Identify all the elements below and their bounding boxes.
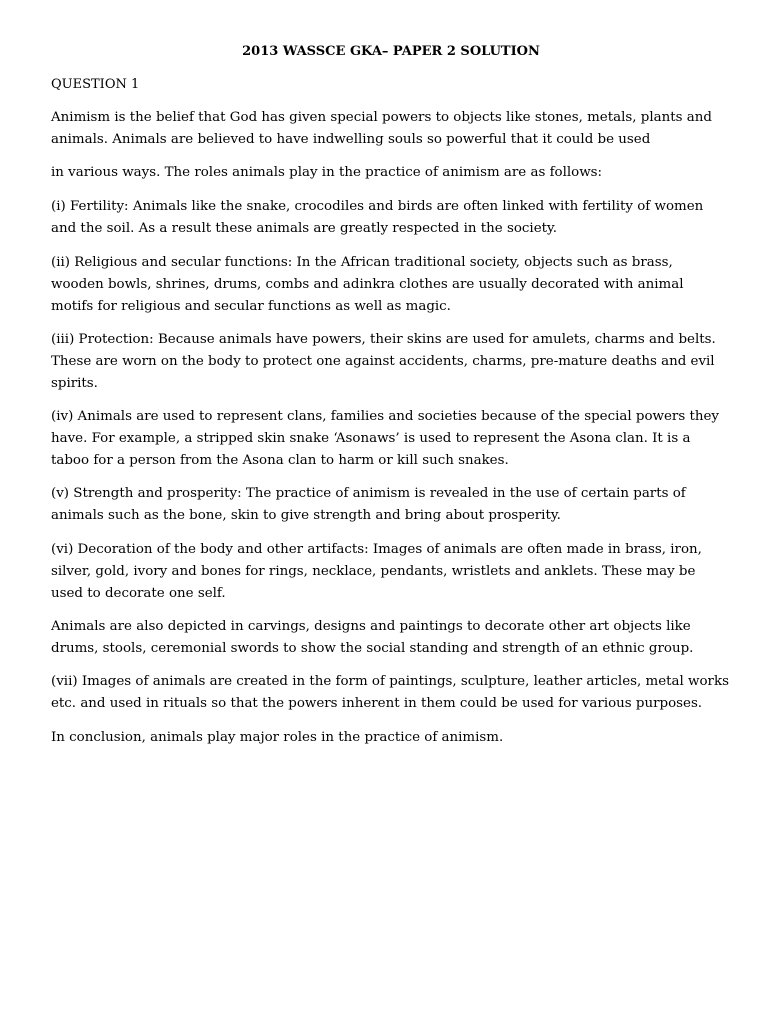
paragraph-art-objects: Animals are also depicted in carvings, designs and paintings to decorate other art objects like drums, stools, ceremonial swords to show the social standing and strength of an ethnic group. [51,619,694,656]
paragraph-protection: (iii) Protection: Because animals have powers, their skins are used for amulets, charms and belts. These are worn on the body to protect one against accidents, charms, pre-mature deaths and evil spirits. [51,332,716,391]
question-heading: QUESTION 1 [51,77,140,92]
document-title: 2013 WASSCE GKA– PAPER 2 SOLUTION [242,44,540,59]
paragraph-intro: Animism is the belief that God has given special powers to objects like stones, metals, plants and animals. Animals are believed to have indwelling souls so powerful that it could be used [51,110,712,147]
paragraph-strength-prosperity: (v) Strength and prosperity: The practice of animism is revealed in the use of certain parts of animals such as the bone, skin to give strength and bring about prosperity. [51,486,686,523]
paragraph-decoration: (vi) Decoration of the body and other artifacts: Images of animals are often made in brass, iron, silver, gold, ivory and bones for rings, necklace, pendants, wristlets and anklets. These may be used to decorate one self. [51,542,702,601]
paragraph-intro-continued: in various ways. The roles animals play in the practice of animism are as follows: [51,165,603,180]
paragraph-clans: (iv) Animals are used to represent clans, families and societies because of the special powers they have. For example, a stripped skin snake ‘Asonaws’ is used to represent the Asona clan. It is a taboo for a person from the Asona clan to harm or kill such snakes. [51,409,719,468]
paragraph-rituals: (vii) Images of animals are created in the form of paintings, sculpture, leather articles, metal works etc. and used in rituals so that the powers inherent in them could be used for various purposes. [51,674,729,711]
paragraph-religious-secular: (ii) Religious and secular functions: In the African traditional society, objects such as brass, wooden bowls, shrines, drums, combs and adinkra clothes are usually decorated with animal motifs for religious and secular functions as well as magic. [51,255,684,314]
paragraph-fertility: (i) Fertility: Animals like the snake, crocodiles and birds are often linked with fertility of women and the soil. As a result these animals are greatly respected in the society. [51,199,704,236]
paragraph-conclusion: In conclusion, animals play major roles in the practice of animism. [51,730,504,745]
